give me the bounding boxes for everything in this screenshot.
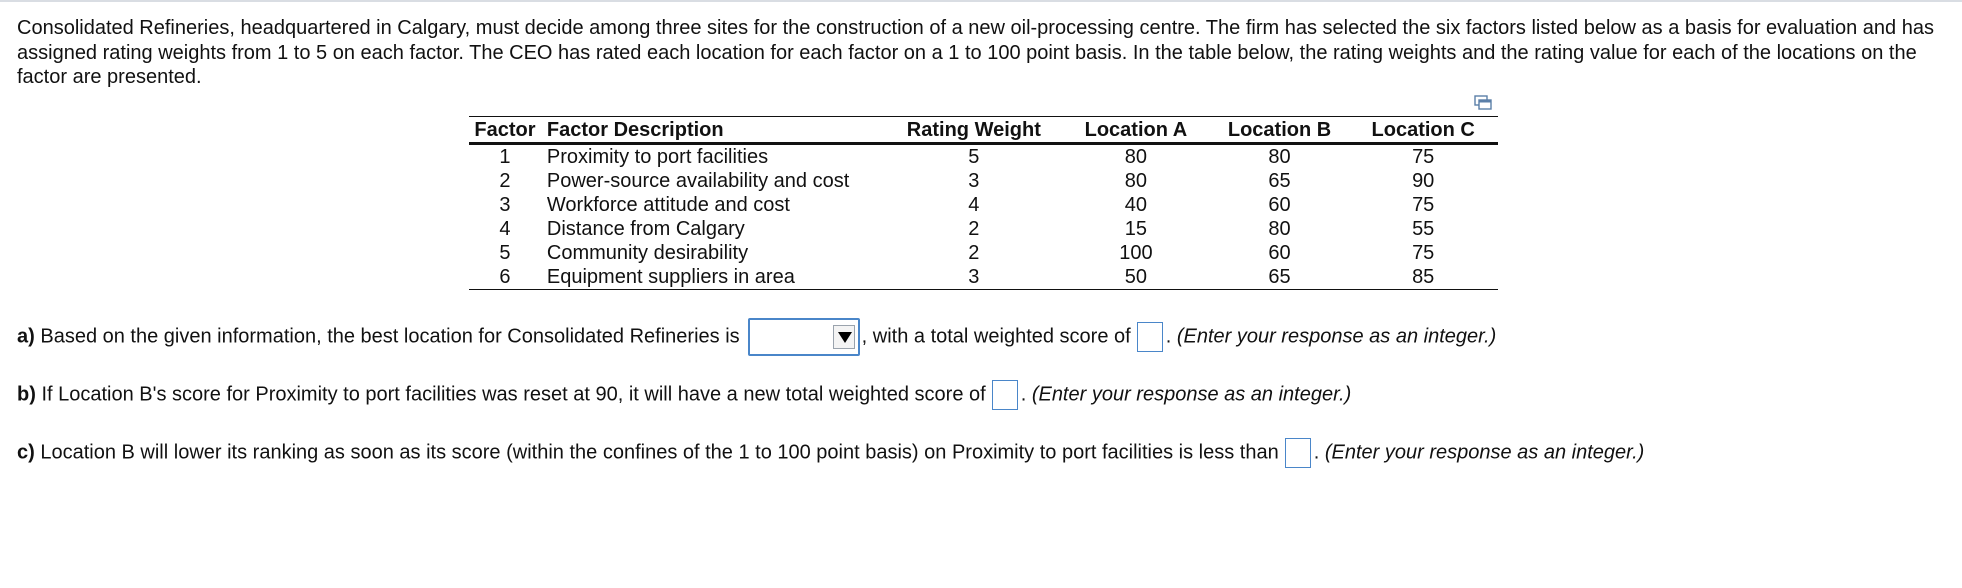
- question-a-hint: (Enter your response as an integer.): [1176, 325, 1497, 348]
- table-row: [469, 265, 1498, 290]
- cell-factor: 3: [499, 194, 511, 216]
- header-description: Factor Description: [541, 117, 887, 144]
- problem-statement: Consolidated Refineries, headquartered in Calgary, must decide among three sites for the construction of a new oil-processing centre. The firm has selected the six factors listed below as a basis for evaluation and has assigned rating weights from 1 to 5 on each factor. The CEO has rated each location for each factor on a 1 to 100 point basis. In the table below, the rating weights and the rating value for each of the locations on the factor are presented.: [17, 17, 1934, 88]
- cell-weight: 5: [968, 146, 980, 168]
- cell-location-b: 65: [1211, 265, 1349, 290]
- question-b-text: If Location B's score for Proximity to port facilities was reset at 90, it will have a new total weighted score of: [35, 383, 986, 406]
- cell-location-a: 40: [1124, 194, 1148, 216]
- question-a: [17, 318, 1496, 356]
- table-row: [469, 241, 1498, 265]
- cell-weight: 2: [968, 218, 980, 240]
- cell-location-b: 65: [1268, 170, 1291, 192]
- cell-weight: 2: [968, 242, 980, 264]
- question-a-label: a): [17, 325, 35, 348]
- question-b: [17, 380, 1351, 410]
- cell-description: Equipment suppliers in area: [541, 265, 887, 290]
- cell-location-b: 80: [1268, 146, 1291, 168]
- question-a-period: .: [1165, 325, 1172, 348]
- weighted-score-input[interactable]: [1137, 322, 1163, 352]
- table-row: [469, 144, 1498, 170]
- cell-location-c: 90: [1412, 170, 1435, 192]
- question-c: [17, 438, 1644, 468]
- question-c-label: c): [17, 441, 35, 464]
- cell-location-b: 60: [1268, 194, 1291, 216]
- cell-location-a: 100: [1119, 242, 1153, 264]
- cell-description: Community desirability: [546, 242, 749, 264]
- new-weighted-score-input[interactable]: [992, 380, 1018, 410]
- cell-location-b: 60: [1268, 242, 1291, 264]
- cell-description: Workforce attitude and cost: [546, 194, 790, 216]
- copy-table-icon[interactable]: [1474, 95, 1492, 111]
- table-header-row: [469, 117, 1498, 144]
- factor-rating-table: [469, 116, 1498, 290]
- best-location-dropdown[interactable]: [748, 318, 860, 356]
- cell-location-b: 80: [1268, 218, 1291, 240]
- cell-location-c: 85: [1348, 265, 1498, 290]
- cell-weight: 3: [887, 265, 1062, 290]
- question-b-period: .: [1020, 383, 1027, 406]
- question-a-middle-text: , with a total weighted score of: [861, 325, 1131, 348]
- question-c-text: Location B will lower its ranking as soon as its score (within the confines of the 1 to 100 point basis) on Proximity to port facilities is less than: [34, 441, 1279, 464]
- cell-factor: 6: [469, 265, 541, 290]
- cell-location-a: 15: [1124, 218, 1148, 240]
- cell-factor: 2: [499, 170, 511, 192]
- table-row: [469, 169, 1498, 193]
- table-row: [469, 217, 1498, 241]
- question-a-text: Based on the given information, the best location for Consolidated Refineries is: [34, 325, 740, 348]
- threshold-score-input[interactable]: [1285, 438, 1311, 468]
- cell-location-c: 55: [1412, 218, 1435, 240]
- question-c-hint: (Enter your response as an integer.): [1324, 441, 1645, 464]
- cell-location-c: 75: [1412, 194, 1435, 216]
- cell-location-a: 80: [1124, 146, 1148, 168]
- cell-factor: 1: [499, 146, 511, 168]
- header-weight: Rating Weight: [887, 117, 1062, 144]
- cell-factor: 4: [499, 218, 511, 240]
- cell-description: Power-source availability and cost: [546, 170, 850, 192]
- cell-location-a: 50: [1061, 265, 1211, 290]
- cell-location-c: 75: [1412, 146, 1435, 168]
- cell-description: Distance from Calgary: [546, 218, 745, 240]
- cell-weight: 3: [968, 170, 980, 192]
- cell-weight: 4: [968, 194, 980, 216]
- header-location-a: Location A: [1061, 117, 1211, 144]
- question-b-label: b): [17, 383, 36, 406]
- header-factor: Factor: [469, 117, 541, 144]
- cell-description: Proximity to port facilities: [546, 146, 769, 168]
- dropdown-arrow-icon[interactable]: [833, 325, 855, 349]
- question-b-hint: (Enter your response as an integer.): [1031, 383, 1352, 406]
- header-location-c: Location C: [1348, 117, 1498, 144]
- table-row: [469, 193, 1498, 217]
- cell-factor: 5: [499, 242, 511, 264]
- question-c-period: .: [1313, 441, 1320, 464]
- cell-location-c: 75: [1412, 242, 1435, 264]
- header-location-b: Location B: [1211, 117, 1349, 144]
- cell-location-a: 80: [1124, 170, 1148, 192]
